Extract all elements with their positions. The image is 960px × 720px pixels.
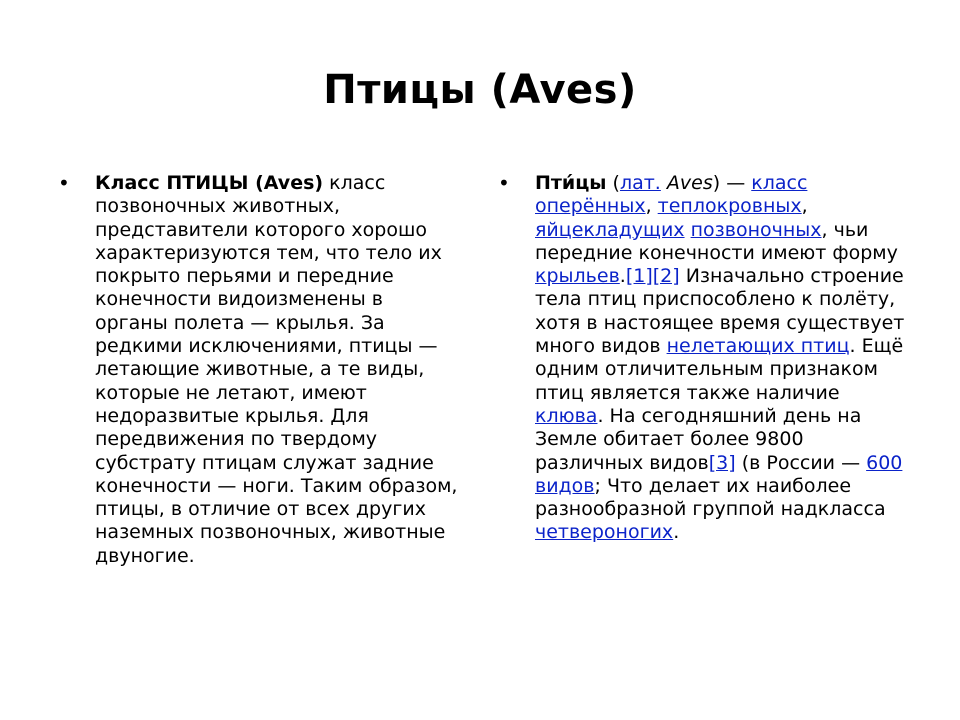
left-column (58, 172, 458, 568)
link-warm-blooded[interactable]: теплокровных (657, 195, 802, 218)
bold-lead-right: Пти́цы (535, 172, 607, 194)
text-span: ) — (712, 172, 752, 194)
text-span: . (619, 265, 626, 288)
link-wings[interactable]: крыльев (535, 265, 620, 288)
reference-3-link[interactable]: [3] (708, 451, 736, 474)
left-body-text: класс позвоночных животных, представители которого хорошо характеризуются тем, что тело их покрыто перьями и передние конечности видоизменены в органы полета — крылья. За редкими исключениями, птицы — летающие животные, а те виды, которые не летают, имеют недоразвитые крылья. Для передвижения по твердому субстрату птицам служат задние конечности — ноги. Таким образом, птицы, в отличие от всех других наземных позвоночных, животные двуногие. (95, 172, 458, 567)
reference-1-link[interactable]: [1] (625, 265, 653, 288)
reference-2-link[interactable]: [2] (652, 265, 680, 288)
text-span: . На сегодняшний день на Земле обитает более 9800 различных видов (535, 404, 862, 474)
link-600-species[interactable]: 600 видов (535, 451, 903, 497)
bullet-marker: • (498, 171, 510, 195)
text-span: . (673, 521, 680, 544)
link-class[interactable]: класс (751, 172, 808, 194)
aves-italic: Aves (666, 172, 713, 194)
right-paragraph (535, 172, 908, 545)
text-span: ( (606, 172, 620, 194)
link-flightless-birds[interactable]: нелетающих птиц (666, 335, 850, 358)
right-column (498, 172, 908, 545)
link-feathered[interactable]: оперённых (535, 195, 646, 218)
link-oviparous[interactable]: яйцекладущих (535, 218, 685, 241)
text-span: ; Что делает их наиболее разнообразной группой надкласса (535, 474, 886, 521)
text-span: Изначально строение тела птиц приспособлено к полёту, хотя в настоящее время существует много видов (535, 265, 905, 358)
bullet-marker: • (58, 171, 70, 195)
text-span: , (645, 195, 658, 218)
link-tetrapods[interactable]: четвероногих (535, 521, 674, 544)
bold-lead-left: Класс ПТИЦЫ (Aves) (95, 172, 324, 194)
link-vertebrates[interactable]: позвоночных (690, 218, 822, 241)
text-span: (в России — (735, 451, 867, 474)
left-paragraph (95, 172, 458, 568)
slide-title: Птицы (Aves) (323, 67, 637, 113)
text-span: , чьи передние конечности имеют форму (535, 218, 898, 264)
text-span: . Ещё одним отличительным признаком птиц является также наличие (535, 335, 904, 404)
link-beak[interactable]: клюва (535, 404, 598, 427)
link-latin[interactable]: лат. (619, 172, 661, 194)
text-span: , (801, 195, 808, 218)
